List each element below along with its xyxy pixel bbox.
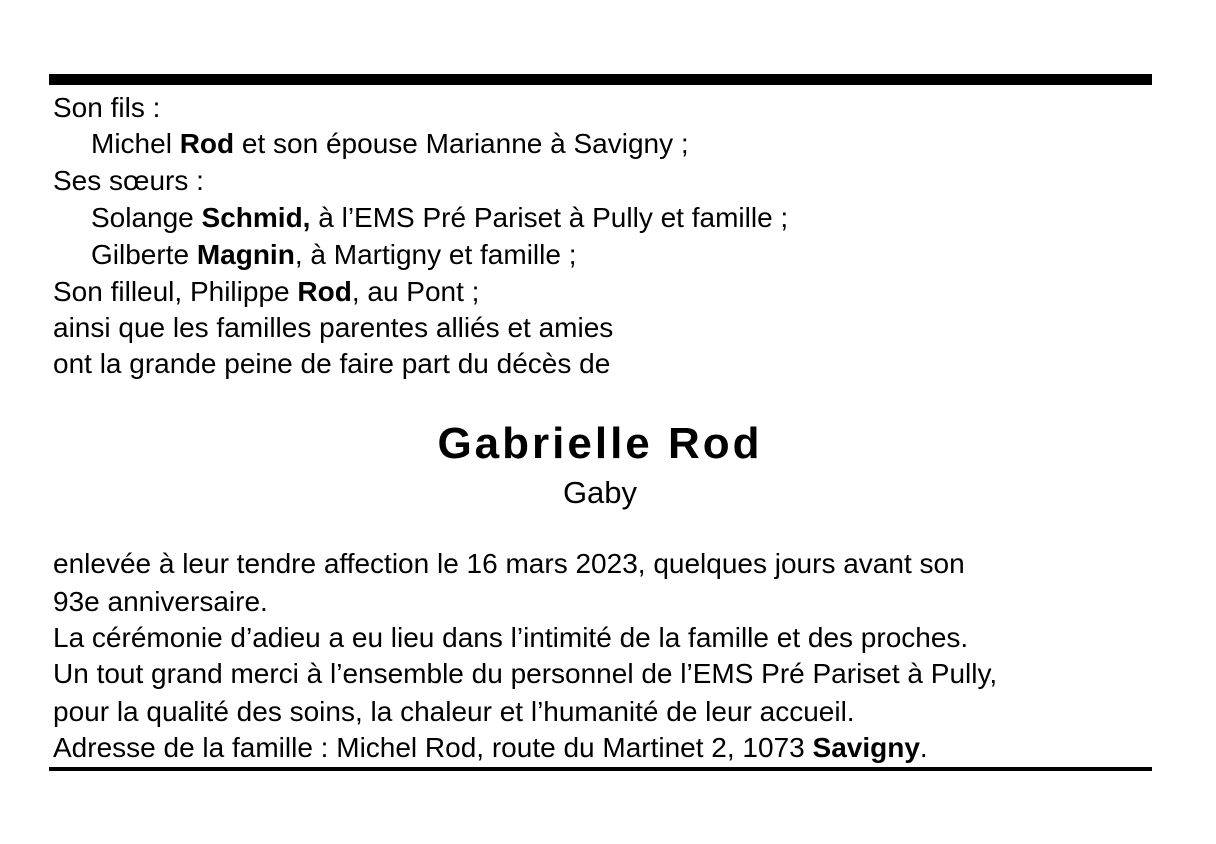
- body-line-4: [53, 656, 997, 692]
- relatives-line: [53, 310, 613, 346]
- sister1-details: à l’EMS Pré Pariset à Pully et famille ;: [318, 202, 789, 233]
- address-prefix: Adresse de la famille : Michel Rod, route du Martinet 2, 1073: [53, 732, 805, 763]
- bottom-rule: [49, 767, 1152, 771]
- body-line-5: [53, 694, 855, 730]
- godson-details: , au Pont ;: [351, 276, 480, 307]
- son-line: [91, 126, 689, 162]
- sister2-line: [91, 237, 576, 273]
- relatives-text: ainsi que les familles parentes alliés et amies: [53, 312, 614, 343]
- son-details: et son épouse Marianne à Savigny ;: [241, 128, 689, 159]
- sisters-heading-text: Ses sœurs :: [53, 165, 204, 196]
- son-heading: [53, 90, 160, 126]
- sister2-surname: Magnin: [196, 239, 295, 270]
- sister2-details: , à Martigny et famille ;: [294, 239, 577, 270]
- body-line-3-text: La cérémonie d’adieu a eu lieu dans l’intimité de la famille et des proches.: [53, 622, 969, 653]
- body-line-1: [53, 546, 965, 582]
- body-line-2-text: 93e anniversaire.: [53, 586, 268, 617]
- sister2-first-name: Gilberte: [91, 239, 190, 270]
- address-line: [53, 730, 928, 766]
- godson-surname: Rod: [297, 276, 352, 307]
- body-line-3: [53, 620, 968, 656]
- announce-line: [53, 346, 610, 382]
- sister1-first-name: Solange: [91, 202, 194, 233]
- address-city: Savigny: [812, 732, 920, 763]
- body-line-1-text: enlevée à leur tendre affection le 16 mars 2023, quelques jours avant son: [53, 548, 965, 579]
- sisters-heading: [53, 163, 204, 199]
- body-line-2: [53, 584, 268, 620]
- top-rule: [49, 74, 1152, 85]
- announce-text: ont la grande peine de faire part du décès de: [53, 348, 611, 379]
- sister1-line: [91, 200, 788, 236]
- deceased-nickname: Gaby: [562, 475, 638, 510]
- address-end: .: [919, 732, 928, 763]
- son-surname: Rod: [179, 128, 235, 159]
- godson-prefix: Son filleul, Philippe: [53, 276, 290, 307]
- body-line-5-text: pour la qualité des soins, la chaleur et l’humanité de leur accueil.: [53, 696, 855, 727]
- godson-line: [53, 274, 479, 310]
- son-heading-text: Son fils :: [53, 92, 161, 123]
- sister1-surname: Schmid,: [201, 202, 311, 233]
- deceased-name: Gabrielle Rod: [437, 419, 763, 468]
- son-first-name: Michel: [91, 128, 172, 159]
- body-line-4-text: Un tout grand merci à l’ensemble du personnel de l’EMS Pré Pariset à Pully,: [53, 658, 998, 689]
